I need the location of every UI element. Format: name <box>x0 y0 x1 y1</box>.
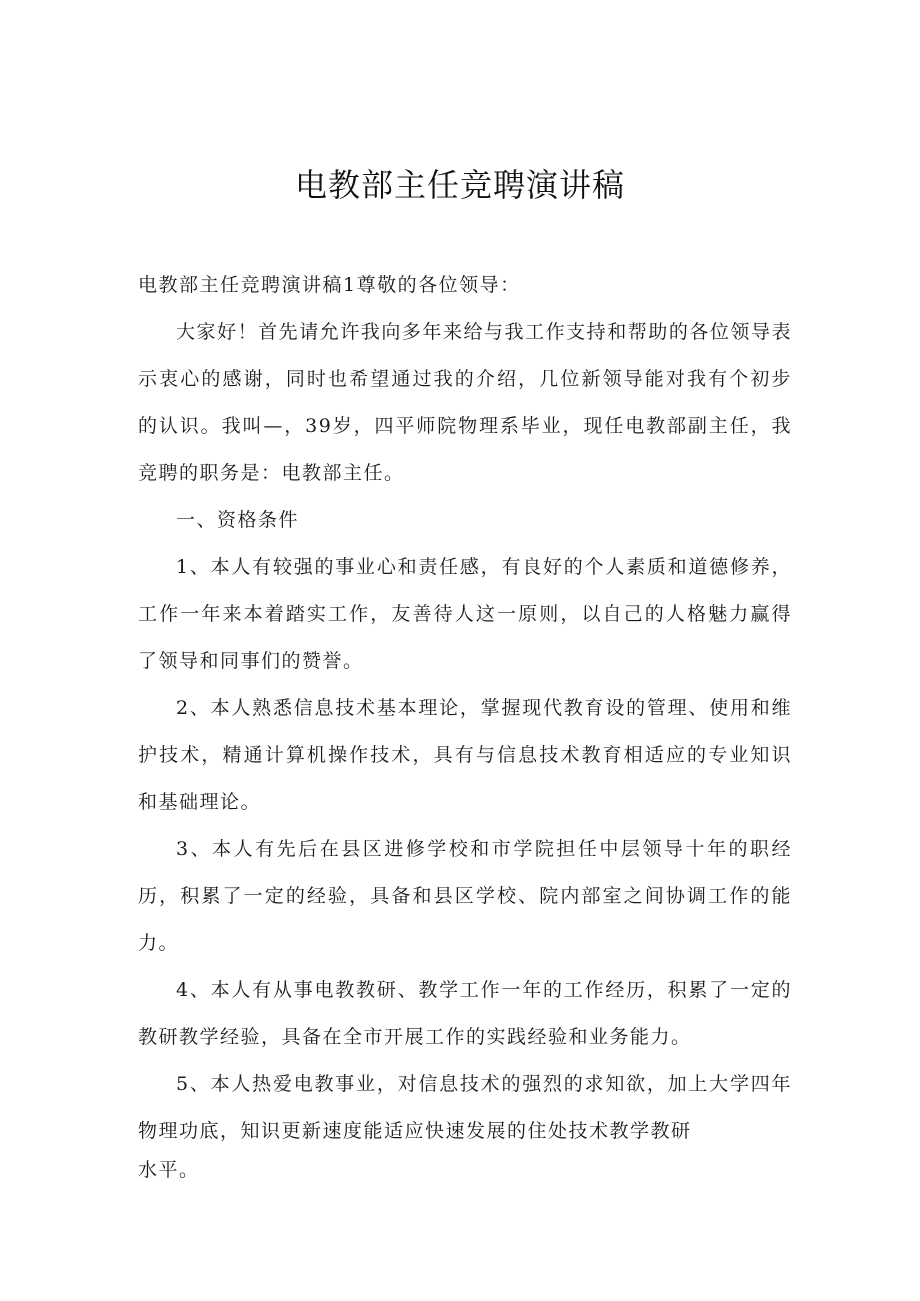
qualification-item-4: 4、本人有从事电教教研、教学工作一年的工作经历，积累了一定的教研教学经验，具备在全市开展工作的实践经验和业务能力。 <box>138 979 792 1048</box>
document-title: 电教部主任竞聘演讲稿 <box>294 166 625 204</box>
qualification-item-3: 3、本人有先后在县区进修学校和市学院担任中层领导十年的职经历，积累了一定的经验，具备和县区学校、院内部室之间协调工作的能力。 <box>138 838 792 954</box>
section-heading-qualifications: 一、资格条件 <box>176 509 300 531</box>
qualification-item-2: 2、本人熟悉信息技术基本理论，掌握现代教育设的管理、使用和维护技术，精通计算机操作技术，具有与信息技术教育相适应的专业知识和基础理论。 <box>138 697 792 813</box>
qualification-item-5: 5、本人热爱电教事业，对信息技术的强烈的求知欲，加上大学四年物理功底，知识更新速度能适应快速发展的住处技术教学教研 <box>138 1073 792 1142</box>
qualification-item-1: 1、本人有较强的事业心和责任感，有良好的个人素质和道德修养，工作一年来本着踏实工作，友善待人这一原则，以自己的人格魅力赢得了领导和同事们的赞誉。 <box>138 556 792 672</box>
document-body <box>138 262 792 1185</box>
qualification-item-5-continuation: 水平。 <box>138 1159 200 1181</box>
salutation-paragraph: 电教部主任竞聘演讲稿1尊敬的各位领导： <box>138 274 521 296</box>
intro-paragraph: 大家好！首先请允许我向多年来给与我工作支持和帮助的各位领导表示衷心的感谢，同时也希望通过我的介绍，几位新领导能对我有个初步的认识。我叫—，39岁，四平师院物理系毕业，现任电教部副主任，我竞聘的职务是：电教部主任。 <box>138 321 792 484</box>
